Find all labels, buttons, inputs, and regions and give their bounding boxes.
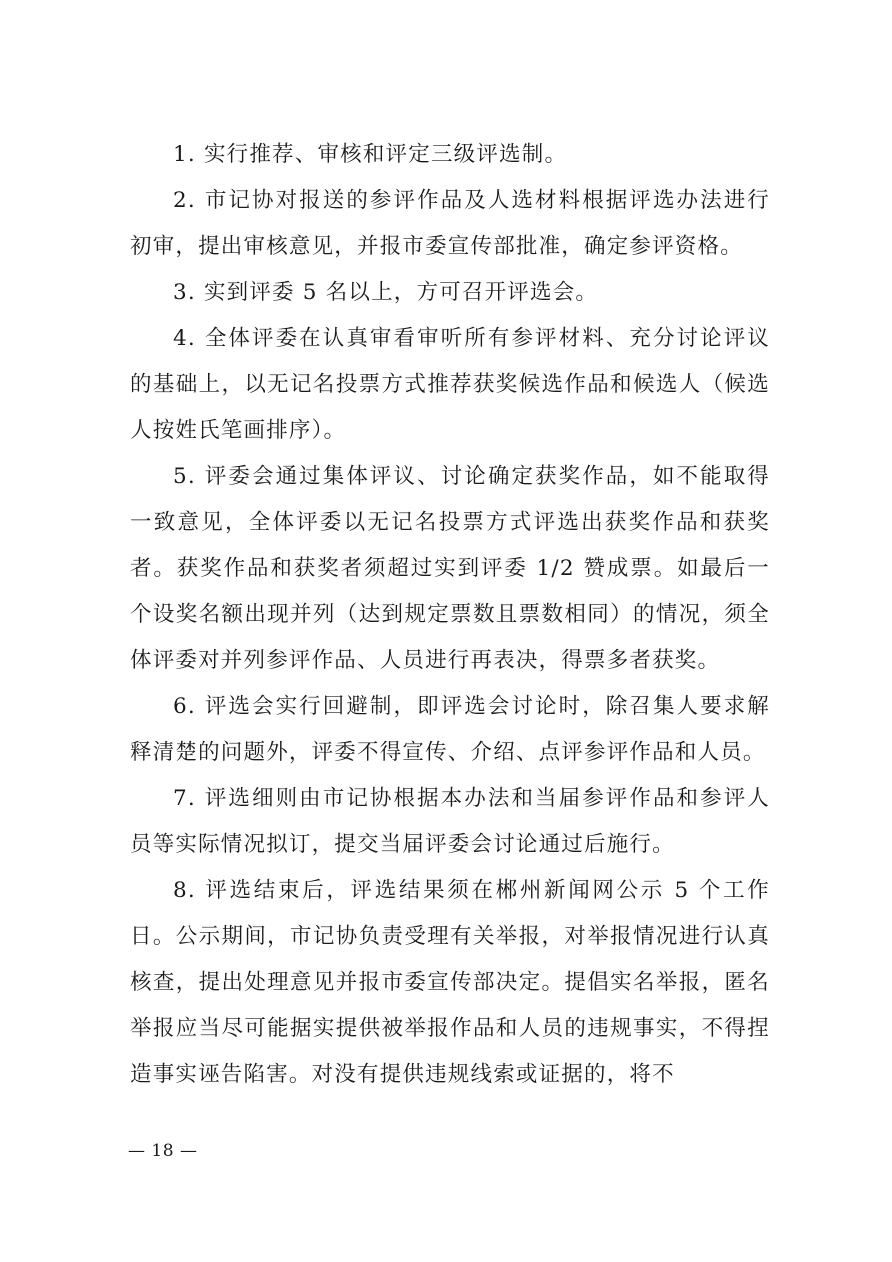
page-number: — 18 —	[128, 1141, 198, 1161]
paragraph-item-6: 6. 评选会实行回避制，即评选会讨论时，除召集人要求解释清楚的问题外，评委不得宣传、介绍、点评参评作品和人员。	[130, 694, 770, 765]
document-body	[130, 132, 770, 1098]
paragraph-item-4: 4. 全体评委在认真审看审听所有参评材料、充分讨论评议的基础上，以无记名投票方式推荐获奖候选作品和候选人（候选人按姓氏笔画排序）。	[130, 326, 770, 443]
paragraph-item-7: 7. 评选细则由市记协根据本办法和当届参评作品和参评人员等实际情况拟订，提交当届评委会讨论通过后施行。	[130, 786, 770, 857]
paragraph-item-1: 1. 实行推荐、审核和评定三级评选制。	[173, 142, 568, 167]
paragraph-item-5: 5. 评委会通过集体评议、讨论确定获奖作品，如不能取得一致意见，全体评委以无记名投票方式评选出获奖作品和获奖者。获奖作品和获奖者须超过实到评委 1/2 赞成票。如最后一个设奖名额出现并列（达到规定票数且票数相同）的情况，须全体评委对并列参评作品、人员进行再表决，得票多者获奖。	[130, 464, 770, 673]
paragraph-item-3: 3. 实到评委 5 名以上，方可召开评选会。	[173, 280, 599, 305]
paragraph-item-2: 2. 市记协对报送的参评作品及人选材料根据评选办法进行初审，提出审核意见，并报市委宣传部批准，确定参评资格。	[130, 188, 770, 259]
paragraph-item-8: 8. 评选结束后，评选结果须在郴州新闻网公示 5 个工作日。公示期间，市记协负责受理有关举报，对举报情况进行认真核查，提出处理意见并报市委宣传部决定。提倡实名举报，匿名举报应当尽可能据实提供被举报作品和人员的违规事实，不得捏造事实诬告陷害。对没有提供违规线索或证据的，将不	[130, 878, 770, 1087]
